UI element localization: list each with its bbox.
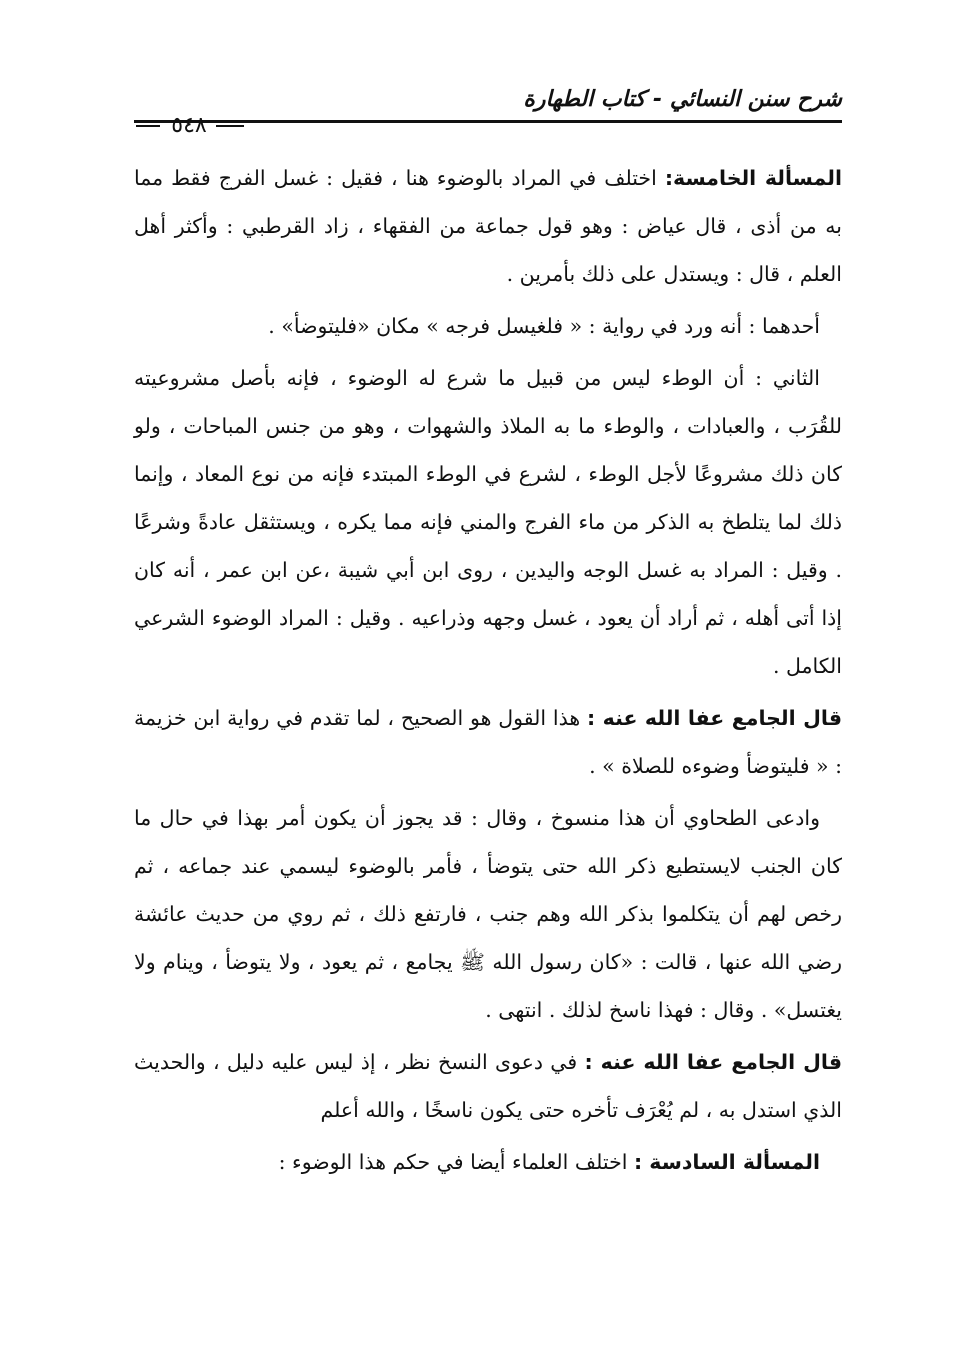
paragraph-compiler-note-one xyxy=(134,694,842,790)
page-number: ٥٤٨ xyxy=(171,113,207,138)
book-title: شرح سنن النسائي - كتاب الطهارة xyxy=(523,87,842,112)
paragraph-heading: قال الجامع عفا الله عنه : xyxy=(587,706,843,730)
paragraph-tahawi xyxy=(134,794,842,1034)
paragraph-text: الثاني : أن الوطء ليس من قبيل ما شرع له الوضوء ، فإنه بأصل مشروعيته للقُرَب ، والعبادات ، والوطء ما به الملاذ والشهوات ، وهو من جنس المباحات ، ولو كان ذلك مشروعًا لأجل الوطء ، لشرع في الوطء المبتدء فإنه من نوع المعاد ، وإنما ذلك لما يتلطخ به الذكر من ماء الفرج والمني فإنه مما يكره ، ويستثقل عادةً وشرعًا . وقيل : المراد به غسل الوجه واليدين ، روى ابن أبي شيبة ،عن ابن عمر ، أنه كان إذا أتى أهله ، ثم أراد أن يعود ، غسل وجهه وذراعيه . وقيل : المراد الوضوء الشرعي الكامل . xyxy=(134,366,842,678)
paragraph-heading: المسألة السادسة : xyxy=(633,1150,820,1174)
page-number-dash-left xyxy=(136,125,160,127)
page-number-block xyxy=(124,112,256,142)
body-text xyxy=(134,154,842,1190)
paragraph-heading: المسألة الخامسة: xyxy=(664,166,842,190)
paragraph-text: أحدهما : أنه ورد في رواية : « فلغيسل فرجه » مكان «فليتوضأ» . xyxy=(268,314,820,338)
paragraph-heading: قال الجامع عفا الله عنه : xyxy=(584,1050,843,1074)
page-number-dash-right xyxy=(216,125,244,127)
paragraph-text: هذا القول هو الصحيح ، لما تقدم في رواية ابن خزيمة : « فليتوضأ وضوءه للصلاة » . xyxy=(134,706,842,778)
paragraph-text: اختلف العلماء أيضا في حكم هذا الوضوء : xyxy=(278,1150,634,1174)
paragraph-issue-six xyxy=(134,1138,842,1186)
paragraph-text: في دعوى النسخ نظر ، إذ ليس عليه دليل ، والحديث الذي استدل به ، لم يُعْرَف تأخره حتى يكون ناسخًا ، والله أعلم xyxy=(134,1050,842,1122)
paragraph-text: وادعى الطحاوي أن هذا منسوخ ، وقال : قد يجوز أن يكون أمر بهذا في حال ما كان الجنب لايستطيع ذكر الله حتى يتوضأ ، فأمر بالوضوء ليسمي عند جماعه ، ثم رخص لهم أن يتكلموا بذكر الله وهم جنب ، فارتفع ذلك ، ثم روي من حديث عائشة رضي الله عنها ، قالت : «كان رسول الله ﷺ يجامع ، ثم يعود ، ولا يتوضأ ، وينام ولا يغتسل» . وقال : فهذا ناسخ لذلك . انتهى . xyxy=(134,806,842,1022)
paragraph-first-reason xyxy=(134,302,842,350)
paragraph-compiler-note-two xyxy=(134,1038,842,1134)
paragraph-second-reason xyxy=(134,354,842,690)
paragraph-issue-five xyxy=(134,154,842,298)
paragraph-text: اختلف في المراد بالوضوء هنا ، فقيل : غسل الفرج فقط مما به من أذى ، قال عياض : وهو قول جماعة من الفقهاء ، زاد القرطبي : وأكثر أهل العلم ، قال : ويستدل على ذلك بأمرين . xyxy=(134,166,842,286)
